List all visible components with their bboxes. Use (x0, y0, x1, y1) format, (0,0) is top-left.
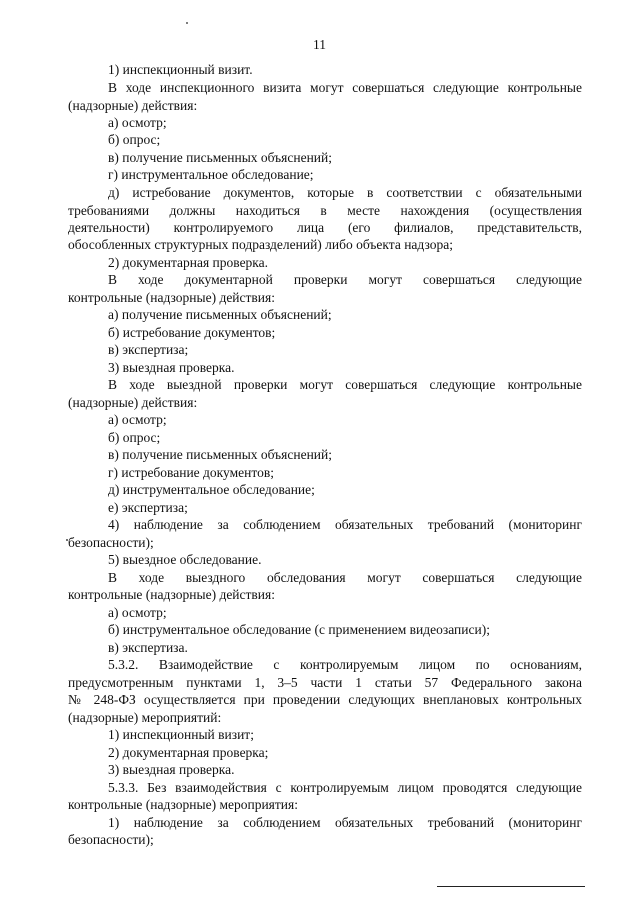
text-line: б) опрос; (108, 132, 161, 147)
text-line: 5.3.3. Без взаимодействия с контролируемым лицом проводятся следующие (108, 780, 582, 795)
text-line: а) осмотр; (108, 605, 167, 620)
text-line: В ходе документарной проверки могут совершаться следующие (108, 272, 582, 287)
text-line: безопасности); (68, 535, 154, 550)
text-line: 5) выездное обследование. (108, 552, 262, 567)
text-line: б) инструментальное обследование (с применением видеозаписи); (108, 622, 490, 637)
page-number: 11 (313, 37, 326, 52)
text-line: в) получение письменных объяснений; (108, 150, 333, 165)
text-line: а) получение письменных объяснений; (108, 307, 332, 322)
scan-speck (186, 22, 188, 24)
text-line: В ходе инспекционного визита могут совершаться следующие контрольные (108, 80, 582, 95)
text-line: 3) выездная проверка. (108, 762, 235, 777)
text-line: 3) выездная проверка. (108, 360, 235, 375)
text-line: предусмотренным пунктами 1, 3–5 части 1 статьи 57 Федерального закона (68, 675, 582, 690)
text-line: в) экспертиза. (108, 640, 188, 655)
text-line: д) истребование документов, которые в соответствии с обязательными (108, 185, 582, 200)
text-line: а) осмотр; (108, 115, 167, 130)
text-line: (надзорные) действия: (68, 98, 198, 113)
text-line: (надзорные) мероприятий: (68, 710, 222, 725)
text-line: деятельности) контролируемого лица (его филиалов, представительств, (68, 220, 582, 235)
text-line: 1) инспекционный визит; (108, 727, 254, 742)
text-line: требованиями должны находиться в месте нахождения (осуществления (68, 203, 582, 218)
text-line: 4) наблюдение за соблюдением обязательных требований (мониторинг (108, 517, 582, 532)
text-line: 5.3.2. Взаимодействие с контролируемым лицом по основаниям, (108, 657, 582, 672)
footer-rule (437, 886, 585, 887)
text-line: контрольные (надзорные) действия: (68, 290, 275, 305)
text-line: б) опрос; (108, 430, 161, 445)
text-line: г) истребование документов; (108, 465, 274, 480)
text-line: а) осмотр; (108, 412, 167, 427)
text-line: безопасности); (68, 832, 154, 847)
text-line: 1) наблюдение за соблюдением обязательных требований (мониторинг (108, 815, 582, 830)
text-line: № 248-ФЗ осуществляется при проведении следующих внеплановых контрольных (68, 692, 582, 707)
text-line: в) экспертиза; (108, 342, 189, 357)
text-line: обособленных структурных подразделений) либо объекта надзора; (68, 237, 453, 252)
text-line: в) получение письменных объяснений; (108, 447, 333, 462)
text-line: контрольные (надзорные) действия: (68, 587, 275, 602)
text-line: В ходе выездного обследования могут совершаться следующие (108, 570, 582, 585)
text-line: В ходе выездной проверки могут совершаться следующие контрольные (108, 377, 582, 392)
text-line: (надзорные) действия: (68, 395, 198, 410)
text-line: д) инструментальное обследование; (108, 482, 315, 497)
text-line: контрольные (надзорные) мероприятия: (68, 797, 298, 812)
text-line: е) экспертиза; (108, 500, 188, 515)
text-line: б) истребование документов; (108, 325, 276, 340)
text-line: 1) инспекционный визит. (108, 62, 253, 77)
text-line: 2) документарная проверка. (108, 255, 269, 270)
text-line: 2) документарная проверка; (108, 745, 269, 760)
text-line: г) инструментальное обследование; (108, 167, 314, 182)
